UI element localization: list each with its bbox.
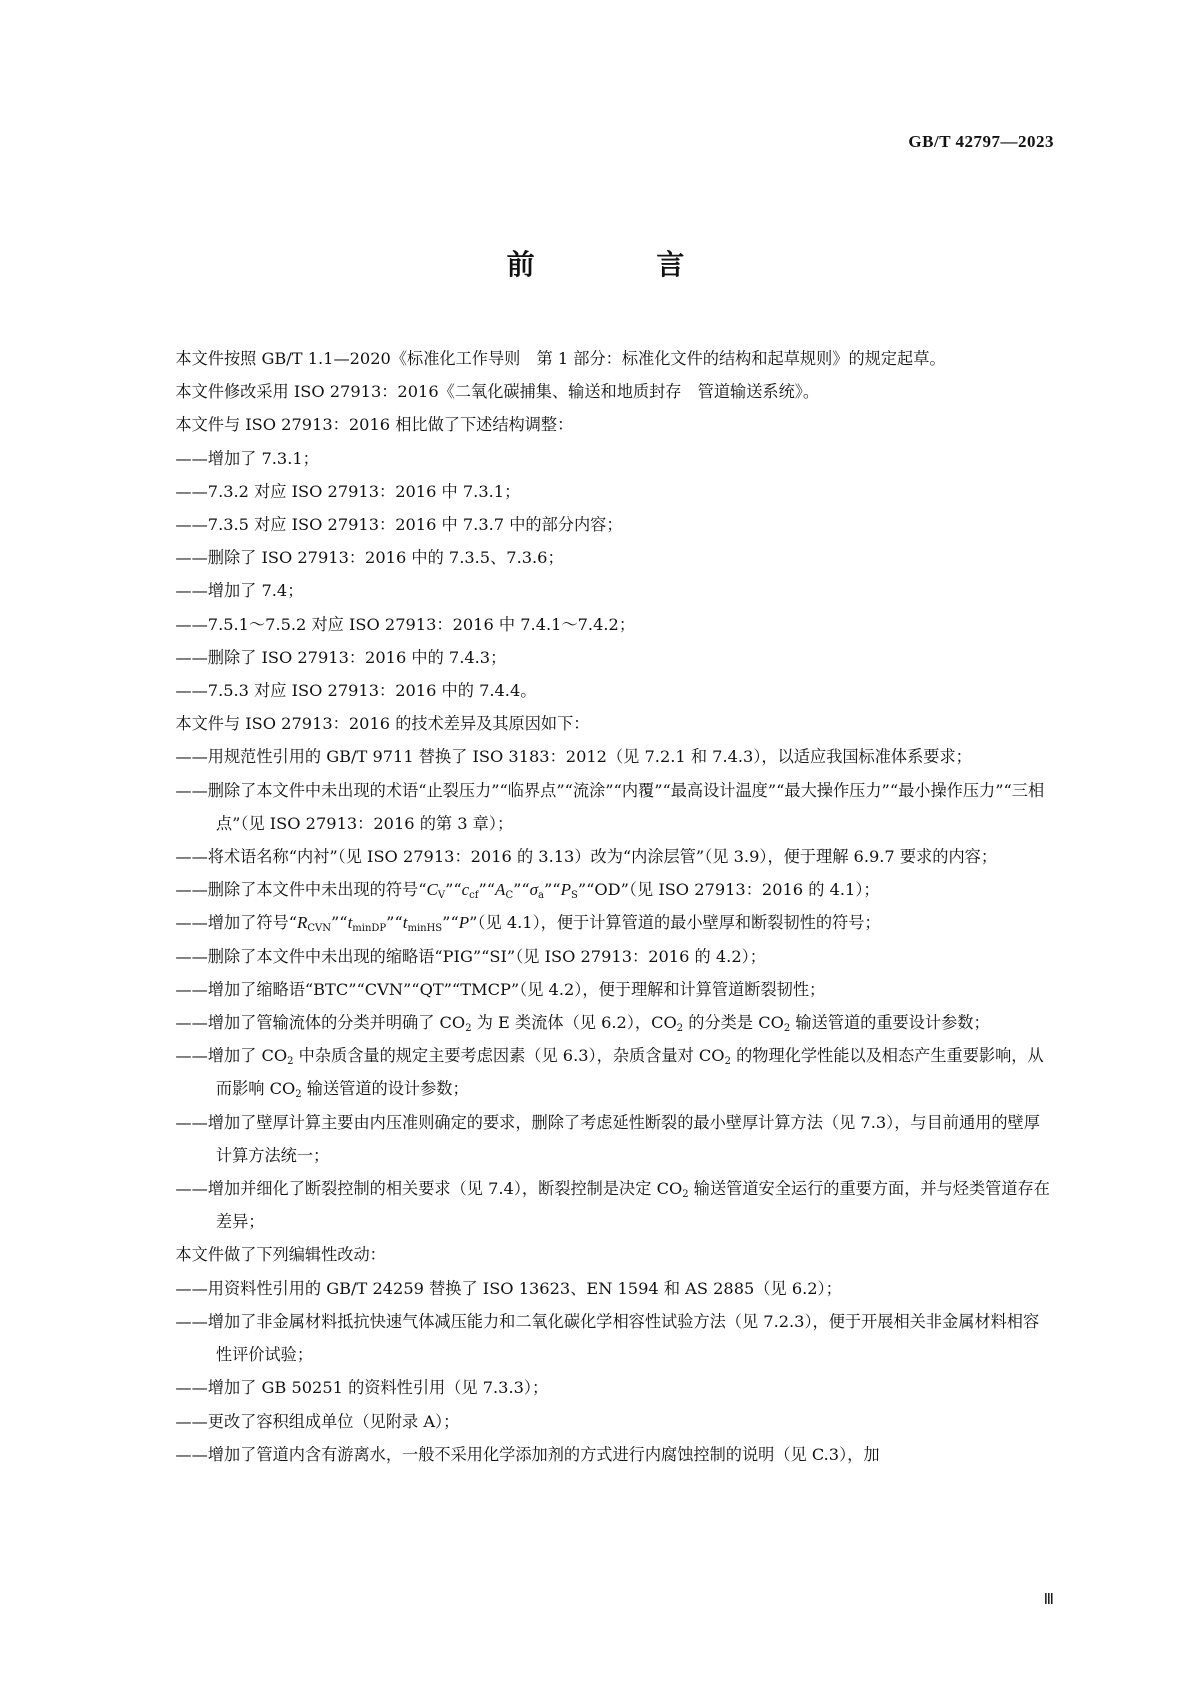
list-item: ——删除了本文件中未出现的术语“止裂压力”“临界点”“流涂”“内覆”“最高设计温度”“最大操作压力”“最小操作压力”“三相点”（见 ISO 27913：2016 的第 3 章）； xyxy=(175,780,1045,833)
list-item: ——增加了非金属材料抵抗快速气体减压能力和二氧化碳化学相容性试验方法（见 7.2.3），便于开展相关非金属材料相容性评价试验； xyxy=(175,1311,1040,1365)
paragraph: 本文件与 ISO 27913：2016 相比做了下述结构调整： xyxy=(175,415,574,435)
list-item: ——删除了本文件中未出现的符号“$C_V”“c_{cf}”“A_C”“\sigma_a”“P_S”“OD$”（见 ISO 27913：2016 的 4.1）； xyxy=(175,880,880,902)
list-item: ——增加了 7.3.1； xyxy=(175,448,319,468)
list-item: ——更改了容积组成单位（见附录 A）； xyxy=(175,1411,460,1431)
list-item: ——删除了本文件中未出现的缩略语“PIG”“SI”（见 ISO 27913：2016 的 4.2）； xyxy=(175,946,766,966)
page-number: Ⅲ xyxy=(1043,1592,1054,1608)
list-item: ——删除了 ISO 27913：2016 中的 7.4.3； xyxy=(175,647,507,667)
list-item: ——删除了 ISO 27913：2016 中的 7.3.5、7.3.6； xyxy=(175,548,564,568)
paragraph: 本文件修改采用 ISO 27913：2016《二氧化碳捕集、输送和地质封存 管道输送系统》。 xyxy=(175,382,820,402)
list-item: ——用规范性引用的 GB/T 9711 替换了 ISO 3183：2012（见 7.2.1 和 7.4.3），以适应我国标准体系要求； xyxy=(175,747,972,767)
paragraph: 本文件按照 GB/T 1.1—2020《标准化工作导则 第 1 部分：标准化文件的结构和起草规则》的规定起草。 xyxy=(175,349,946,368)
paragraph: 本文件做了下列编辑性改动： xyxy=(175,1245,386,1265)
list-item: ——7.5.1～7.5.2 对应 ISO 27913：2016 中 7.4.1～7.4.2； xyxy=(175,614,636,634)
page-title: 前 言 xyxy=(506,248,741,281)
list-item: ——增加了符号“$R_{CVN}”“t_{minDP}”“t_{minHS}”“P$”（见 4.1），便于计算管道的最小壁厚和断裂韧性的符号； xyxy=(175,913,881,935)
list-item: ——增加并细化了断裂控制的相关要求（见 7.4），断裂控制是决定 $CO_2$ 输送管道安全运行的重要方面，并与烃类管道存在差异； xyxy=(175,1179,1050,1232)
list-item: ——7.5.3 对应 ISO 27913：2016 中的 7.4.4。 xyxy=(175,681,537,701)
list-item: ——将术语名称“内衬”（见 ISO 27913：2016 的 3.13）改为“内涂层管”（见 3.9），便于理解 6.9.7 要求的内容； xyxy=(175,847,998,867)
list-item: ——增加了壁厚计算主要由内压准则确定的要求，删除了考虑延性断裂的最小壁厚计算方法（见 7.3），与目前通用的壁厚计算方法统一； xyxy=(175,1112,1040,1165)
foreword-body xyxy=(143,342,1055,1471)
document-code: GB/T 42797—2023 xyxy=(908,132,1054,151)
list-item: ——用资料性引用的 GB/T 24259 替换了 ISO 13623、EN 1594 和 AS 2885（见 6.2）； xyxy=(175,1278,842,1298)
list-item: ——增加了管输流体的分类并明确了 $CO_2$ 为 E 类流体（见 6.2），$CO_2$ 的分类是 $CO_2$ 输送管道的重要设计参数； xyxy=(175,1013,990,1035)
list-item: ——增加了 GB 50251 的资料性引用（见 7.3.3）； xyxy=(175,1378,549,1398)
list-item: ——7.3.2 对应 ISO 27913：2016 中 7.3.1； xyxy=(175,481,521,501)
list-item: ——增加了 7.4； xyxy=(175,581,304,601)
paragraph: 本文件与 ISO 27913：2016 的技术差异及其原因如下： xyxy=(175,714,590,734)
list-item: ——7.3.5 对应 ISO 27913：2016 中 7.3.7 中的部分内容； xyxy=(175,515,623,535)
list-item: ——增加了管道内含有游离水，一般不采用化学添加剂的方式进行内腐蚀控制的说明（见 C.3），加 xyxy=(175,1444,880,1464)
list-item: ——增加了 $CO_2$ 中杂质含量的规定主要考虑因素（见 6.3），杂质含量对 $CO_2$ 的物理化学性能以及相态产生重要影响，从而影响 $CO_2$ 输送管道的设计参数； xyxy=(175,1046,1044,1101)
list-item: ——增加了缩略语“BTC”“CVN”“QT”“TMCP”（见 4.2），便于理解和计算管道断裂韧性； xyxy=(175,979,826,999)
